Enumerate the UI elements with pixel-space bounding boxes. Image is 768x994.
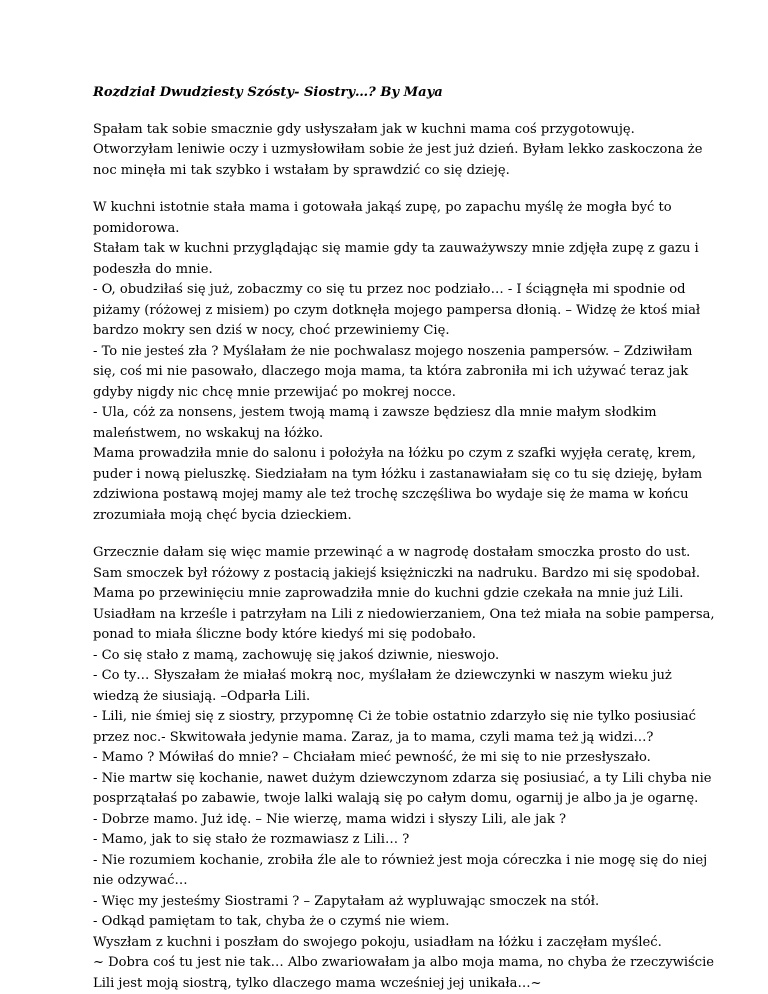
- text-line: Mama prowadziła mnie do salonu i położyła na łóżku po czym z szafki wyjęła ceratę, krem,: [93, 446, 696, 461]
- text-line: Lili jest moją siostrą, tylko dlaczego mama wcześniej jej unikała…~: [93, 975, 542, 991]
- text-line: podeszła do mnie.: [93, 261, 213, 277]
- text-line: - Mamo ? Mówiłaś do mnie? – Chciałam mieć pewność, że mi się to nie przesłyszało.: [93, 750, 651, 765]
- text-line: - Mamo, jak to się stało że rozmawiasz z Lili… ?: [93, 832, 410, 847]
- text-line: - Co się stało z mamą, zachowuję się jakoś dziwnie, nieswojo.: [93, 647, 500, 663]
- text-line: - To nie jesteś zła ? Myślałam że nie pochwalasz mojego noszenia pampersów. – Zdziwiłam: [93, 343, 693, 359]
- document-body: [93, 120, 715, 994]
- text-line: - Ula, cóż za nonsens, jestem twoją mamą i zawsze będziesz dla mnie małym słodkim: [93, 405, 657, 420]
- text-line: gdyby nigdy nic chcę mnie przewijać po mokrej nocce.: [93, 384, 456, 400]
- text-line: ponad to miała śliczne body które kiedyś mi się podobało.: [93, 627, 476, 642]
- text-line: pomidorowa.: [93, 220, 180, 236]
- text-line: Usiadłam na krześle i patrzyłam na Lili z niedowierzaniem, Ona też miała na sobie pampersa,: [93, 606, 715, 622]
- text-line: - Odkąd pamiętam to tak, chyba że o czymś nie wiem.: [93, 914, 450, 929]
- text-line: - Co ty… Słyszałam że miałaś mokrą noc, myślałam że dziewczynki w naszym wieku już: [93, 668, 672, 683]
- text-line: puder i nową pieluszkę. Siedziałam na tym łóżku i zastanawiałam się co tu się dzieję, byłam: [93, 466, 703, 482]
- text-line: wiedzą że siusiają. –Odparła Lili.: [93, 688, 311, 704]
- text-line: bardzo mokry sen dziś w nocy, choć przewiniemy Cię.: [93, 323, 450, 338]
- text-line: - Lili, nie śmiej się z siostry, przypomnę Ci że tobie ostatnio zdarzyło się nie tylko posiusiać: [93, 709, 697, 724]
- text-line: Spałam tak sobie smacznie gdy usłyszałam jak w kuchni mama coś przygotowuję.: [93, 121, 635, 137]
- text-line: Mama po przewinięciu mnie zaprowadziła mnie do kuchni gdzie czekała na mnie już Lili.: [93, 586, 684, 601]
- text-line: noc minęła mi tak szybko i wstałam by sprawdzić co się dzieję.: [93, 162, 510, 178]
- text-line: - Dobrze mamo. Już idę. – Nie wierzę, mama widzi i słyszy Lili, ale jak ?: [93, 811, 567, 827]
- text-line: Wyszłam z kuchni i poszłam do swojego pokoju, usiadłam na łóżku i zaczęłam myśleć.: [93, 934, 662, 950]
- text-line: się, coś mi nie pasowało, dlaczego moja mama, ta która zabroniła mi ich używać teraz jak: [93, 364, 689, 379]
- text-line: W kuchni istotnie stała mama i gotowała jakąś zupę, po zapachu myślę że mogła być to: [93, 200, 672, 215]
- text-line: zdziwiona postawą mojej mamy ale też trochę szczęśliwa bo wydaje się że mama w końcu: [93, 487, 689, 502]
- text-line: Sam smoczek był różowy z postacią jakiejś księżniczki na nadruku. Bardzo mi się spodobał.: [93, 565, 701, 581]
- text-line: przez noc.- Skwitowała jedynie mama. Zaraz, ja to mama, czyli mama też ją widzi…?: [93, 729, 654, 745]
- text-line: nie odzywać…: [93, 873, 188, 888]
- text-line: piżamy (różowej z misiem) po czym dotknęła mojego pampersa dłonią. – Widzę że ktoś miał: [93, 302, 701, 318]
- text-line: - Nie rozumiem kochanie, zrobiła źle ale to również jest moja córeczka i nie mogę się do niej: [93, 852, 708, 868]
- text-line: posprzątałaś po zabawie, twoje lalki walają się po całym domu, ogarnij je albo ja je ogarnę.: [93, 791, 699, 806]
- text-line: Stałam tak w kuchni przyglądając się mamie gdy ta zauważywszy mnie zdjęła zupę z gazu i: [93, 241, 699, 256]
- paragraph: [93, 120, 708, 182]
- chapter-title: Rozdział Dwudziesty Szósty- Siostry…? By Maya: [93, 85, 443, 100]
- text-line: Grzecznie dałam się więc mamie przewinąć a w nagrodę dostałam smoczka prosto do ust.: [93, 545, 691, 560]
- text-line: ~ Dobra coś tu jest nie tak… Albo zwariowałam ja albo moja mama, no chyba że rzeczywiście: [93, 955, 715, 970]
- text-line: - Więc my jesteśmy Siostrami ? – Zapytałam aż wypluwając smoczek na stół.: [93, 893, 600, 909]
- text-line: Otworzyłam leniwie oczy i uzmysłowiłam sobie że jest już dzień. Byłam lekko zaskoczona że: [93, 142, 703, 157]
- paragraph: [93, 543, 715, 994]
- text-line: zrozumiała moją chęć bycia dzieckiem.: [93, 507, 352, 523]
- text-line: - O, obudziłaś się już, zobaczmy co się tu przez noc podziało… - I ściągnęła mi spodnie od: [93, 282, 686, 297]
- text-line: - Nie martw się kochanie, nawet dużym dziewczynom zdarza się posiusiać, a ty Lili chyba nie: [93, 770, 712, 786]
- paragraph: [93, 198, 708, 526]
- text-line: maleństwem, no wskakuj na łóżko.: [93, 425, 324, 441]
